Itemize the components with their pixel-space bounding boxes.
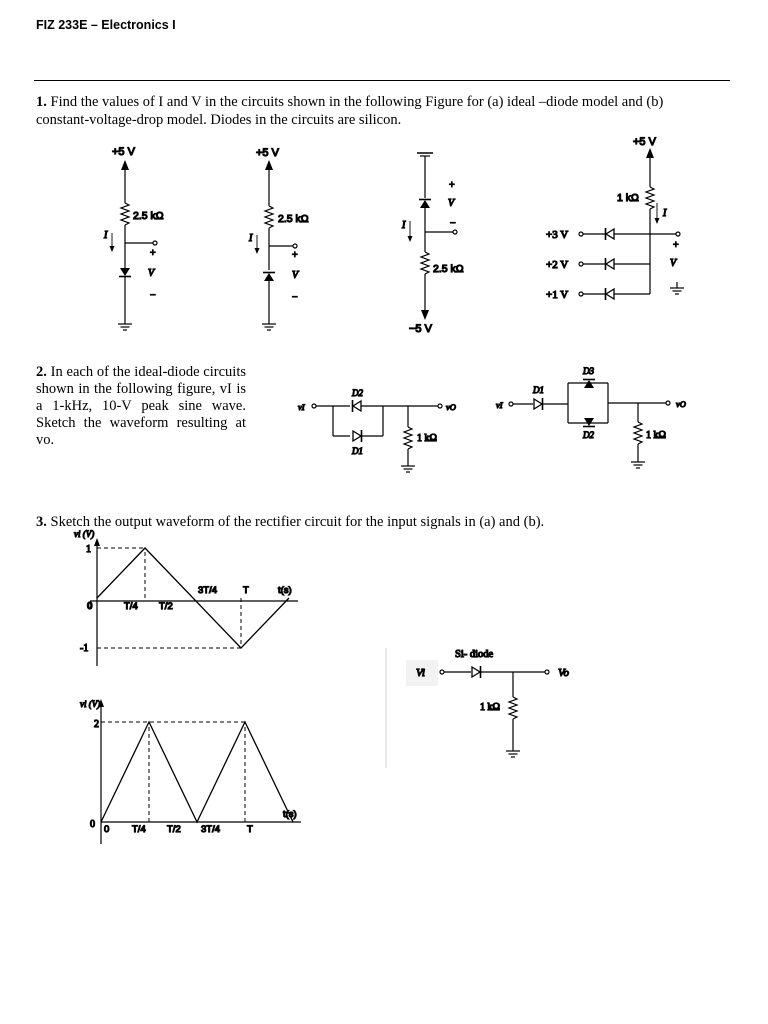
q1a-minus: −	[150, 290, 156, 301]
q1a-supply: +5 V	[112, 146, 135, 158]
q3b-xtick-3t4: 3T/4	[201, 824, 221, 835]
q2b-resistor-label: 1 kΩ	[646, 430, 666, 441]
q3a-xtick-3t4: 3T/4	[198, 585, 218, 596]
q1d-source-2v: +2 V	[546, 259, 569, 271]
q3b-xtick-t4: T/4	[132, 824, 146, 835]
q1a-plus: +	[150, 248, 156, 259]
q2-number: 2.	[36, 364, 47, 380]
q3b-xlabel: t(s)	[283, 809, 297, 820]
q1d-plus: +	[673, 240, 679, 251]
q1d-resistor-label: 1 kΩ	[617, 192, 639, 204]
q2a-d1-label: D1	[352, 446, 363, 456]
q1b-supply: +5 V	[256, 147, 279, 159]
q2a-d2-label: D2	[352, 388, 363, 398]
q3a-guides	[97, 548, 241, 648]
q1c-supply: −5 V	[409, 323, 432, 335]
q1-circuit-c	[408, 153, 458, 320]
q3a-waveform	[97, 548, 289, 648]
q2-text: In each of the ideal-diode circuits shown in the following figure, vI is a 1-kHz, 10-V peak sine wave. Sketch the waveform resulting at vo.	[36, 364, 246, 448]
q2b-vi-label: vI	[496, 400, 503, 410]
q3a-xtick-t2: T/2	[159, 601, 173, 612]
q1-text-1: Find the values of I and V in the circuits shown in the following Figure for (a) ideal –diode model and (b)	[50, 94, 664, 110]
q3a-ytick-neg1: -1	[80, 643, 89, 654]
q3a-xtick-t: T	[243, 585, 249, 596]
q3b-ylabel: vi (V)	[80, 699, 101, 709]
q1c-current-label: I	[402, 220, 406, 231]
q3a-xlabel: t(s)	[278, 585, 292, 596]
q3b-xtick-0: 0	[104, 824, 110, 835]
q3b-axes	[98, 699, 301, 844]
q3-diode-label: Si- diode	[455, 649, 494, 660]
q3-rectifier-circuit	[386, 648, 549, 768]
q3-number: 3.	[36, 514, 47, 530]
q2b-vo-label: vO	[676, 399, 686, 409]
q3b-waveform	[101, 722, 293, 822]
q1d-current-label: I	[663, 208, 667, 219]
q2a-vi-label: vI	[298, 402, 305, 412]
q2a-vo-label: vO	[446, 402, 456, 412]
q3a-xtick-t4: T/4	[124, 601, 138, 612]
q1-circuit-d	[579, 148, 684, 300]
q1-circuit-a	[110, 160, 158, 330]
q1-line2: constant-voltage-drop model. Diodes in the circuits are silicon.	[36, 112, 402, 128]
page-header: FIZ 233E – Electronics I	[36, 18, 176, 32]
q3b-ytick-0: 0	[90, 819, 95, 830]
q1c-minus: −	[450, 218, 456, 229]
q3-resistor-label: 1 kΩ	[480, 702, 500, 713]
q3b-xtick-t: T	[247, 824, 253, 835]
q1a-voltage-label: V	[148, 268, 155, 279]
q3a-ylabel: vi (V)	[74, 529, 95, 539]
q1c-plus: +	[449, 180, 455, 191]
q2b-d3-label: D3	[583, 366, 594, 376]
q1b-current-label: I	[249, 233, 253, 244]
q1b-minus: −	[292, 292, 298, 303]
q3-vi-label: Vi	[416, 667, 425, 679]
q1-circuit-b	[255, 160, 298, 330]
q3a-ytick-0: 0	[87, 601, 93, 612]
q1-number: 1.	[36, 94, 47, 110]
q1d-source-3v: +3 V	[546, 229, 569, 241]
q3b-ytick-2: 2	[94, 719, 99, 730]
q2a-resistor-label: 1 kΩ	[417, 433, 437, 444]
q1a-resistor-label: 2.5 kΩ	[133, 210, 164, 222]
q2b-d2-label: D2	[583, 430, 594, 440]
q1c-resistor-label: 2.5 kΩ	[433, 263, 464, 275]
q1d-source-1v: +1 V	[546, 289, 569, 301]
q3a-ytick-1: 1	[86, 544, 91, 555]
q1b-voltage-label: V	[292, 270, 299, 281]
q1a-current-label: I	[104, 230, 108, 241]
q1c-voltage-label: V	[448, 198, 455, 209]
q1d-voltage-label: V	[670, 258, 677, 269]
q3-text: Sketch the output waveform of the rectifier circuit for the input signals in (a) and (b).	[50, 514, 545, 530]
q3b-xtick-t2: T/2	[167, 824, 181, 835]
q1b-resistor-label: 2.5 kΩ	[278, 213, 309, 225]
q3a-axes	[90, 538, 298, 666]
q1d-supply: +5 V	[633, 136, 656, 148]
q2b-d1-label: D1	[533, 385, 544, 395]
q1b-plus: +	[292, 250, 298, 261]
q3-vo-label: Vo	[558, 667, 569, 679]
